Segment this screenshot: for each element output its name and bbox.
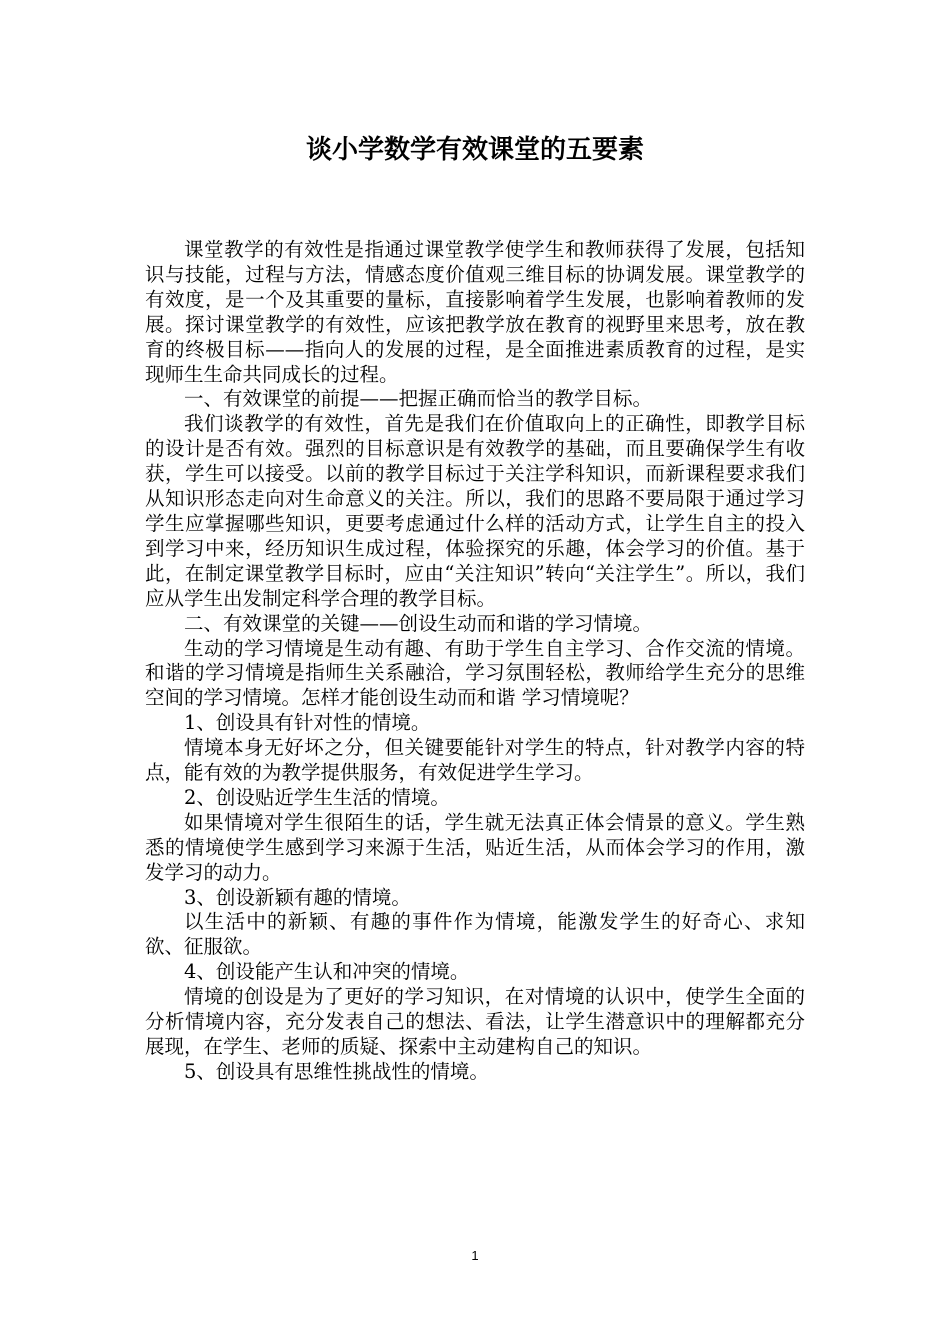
heading-section-1: 一、有效课堂的前提——把握正确而恰当的教学目标。 [184,387,653,411]
page-number: 1 [471,1248,479,1263]
subheading-item-3: 3、创设新颖有趣的情境。 [184,885,411,909]
heading-section-2: 二、有效课堂的关键——创设生动而和谐的学习情境。 [184,611,653,635]
subheading-item-2: 2、创设贴近学生生活的情境。 [184,785,450,809]
document-body [145,238,805,1085]
paragraph-section-1: 我们谈教学的有效性，首先是我们在价值取向上的正确性，即教学目标的设计是否有效。强烈的目标意识是有效教学的基础，而且要确保学生有收获，学生可以接受。以前的教学目标过于关注学科知识，而新课程要求我们从知识形态走向对生命意义的关注。所以，我们的思路不要局限于通过学习学生应掌握哪些知识，更要考虑通过什么样的活动方式，让学生自主的投入到学习中来，经历知识生成过程，体验探究的乐趣，体会学习的价值。基于此，在制定课堂教学目标时，应由“关注知识”转向“关注学生”。所以，我们应从学生出发制定科学合理的教学目标。 [145,412,805,610]
paragraph-item-2: 如果情境对学生很陌生的话，学生就无法真正体会情景的意义。学生熟悉的情境使学生感到学习来源于生活，贴近生活，从而体会学习的作用，激发学习的动力。 [145,810,805,884]
paragraph-section-2: 生动的学习情境是生动有趣、有助于学生自主学习、合作交流的情境。和谐的学习情境是指师生关系融洽，学习氛围轻松，教师给学生充分的思维空间的学习情境。怎样才能创设生动而和谐 学习情境呢？ [145,636,805,710]
document-title: 谈小学数学有效课堂的五要素 [305,135,644,165]
paragraph-item-4: 情境的创设是为了更好的学习知识，在对情境的认识中，使学生全面的分析情境内容，充分发表自己的想法、看法，让学生潜意识中的理解都充分展现，在学生、老师的质疑、探索中主动建构自己的知识。 [145,985,805,1058]
subheading-item-1: 1、创设具有针对性的情境。 [184,711,431,735]
paragraph-item-1: 情境本身无好坏之分，但关键要能针对学生的特点，针对教学内容的特点，能有效的为教学提供服务，有效促进学生学习。 [145,736,805,785]
paragraph-item-3: 以生活中的新颖、有趣的事件作为情境，能激发学生的好奇心、求知欲、征服欲。 [145,910,805,959]
subheading-item-4: 4、创设能产生认和冲突的情境。 [184,960,470,984]
subheading-item-5: 5、创设具有思维性挑战性的情境。 [184,1059,489,1083]
paragraph-intro: 课堂教学的有效性是指通过课堂教学使学生和教师获得了发展，包括知识与技能，过程与方法，情感态度价值观三维目标的协调发展。课堂教学的有效度，是一个及其重要的量标，直接影响着学生发展，也影响着教师的发展。探讨课堂教学的有效性，应该把教学放在教育的视野里来思考，放在教育的终极目标——指向人的发展的过程，是全面推进素质教育的过程，是实现师生生命共同成长的过程。 [145,238,805,386]
